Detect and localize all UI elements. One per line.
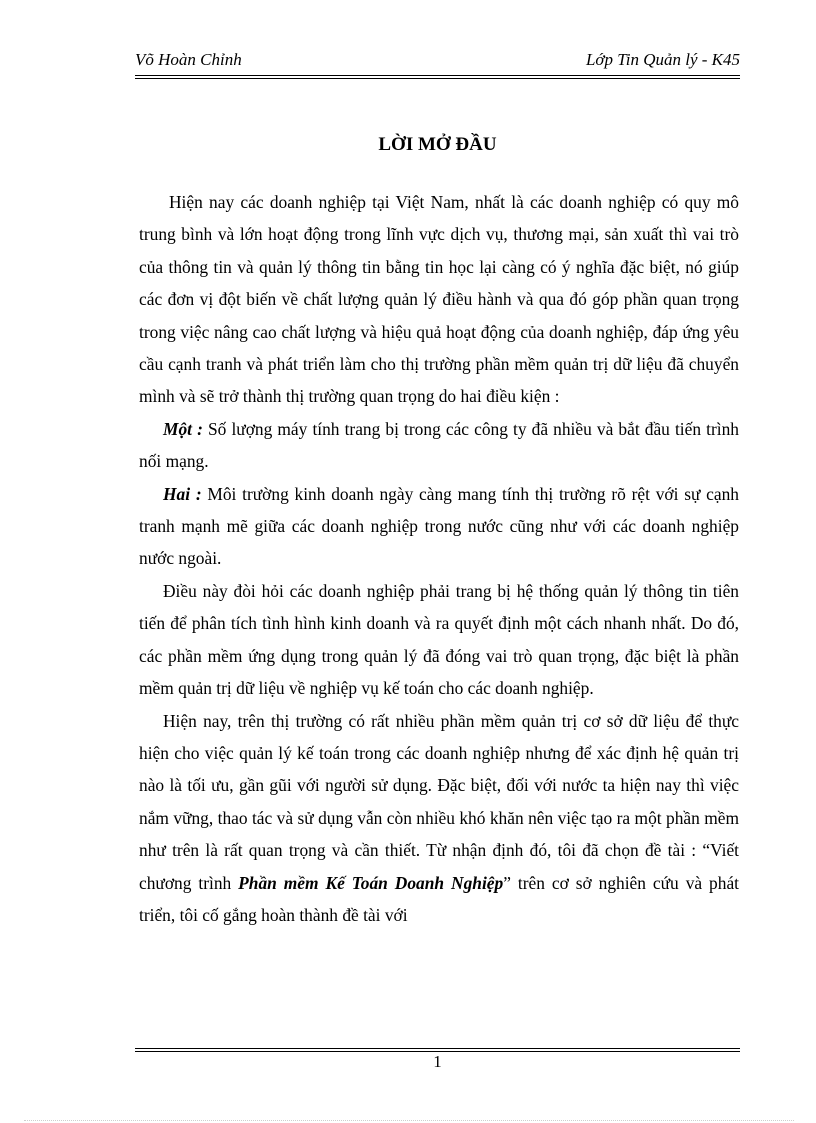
point-two-text: Môi trường kinh doanh ngày càng mang tính thị trường rõ rệt với sự cạnh tranh mạnh mẽ giữa các doanh nghiệp trong nước cũng như với các doanh nghiệp nước ngoài.	[139, 483, 739, 569]
point-two-label: Hai :	[163, 483, 202, 504]
paragraph-point-one	[139, 413, 739, 478]
page-edge-dots	[24, 1120, 794, 1121]
page-title: LỜI MỞ ĐẦU	[378, 134, 497, 155]
body-text	[139, 186, 739, 931]
topic-title: Phần mềm Kế Toán Doanh Nghiệp	[238, 872, 504, 893]
point-one-label: Một :	[163, 418, 203, 439]
paragraph-topic	[139, 705, 739, 932]
header-rule-bottom	[135, 78, 740, 79]
page-header	[135, 50, 740, 72]
topic-text-end: ” trên cơ sở nghiên cứu và phát triển, tôi cố gắng hoàn thành đề tài với	[139, 872, 740, 925]
header-rule-top	[135, 75, 740, 76]
paragraph-point-two	[139, 478, 739, 575]
header-class: Lớp Tin Quản lý - K45	[585, 50, 740, 69]
paragraph-intro: Hiện nay các doanh nghiệp tại Việt Nam, nhất là các doanh nghiệp có quy mô trung bình và lớn hoạt động trong lĩnh vực dịch vụ, thương mại, sản xuất thì vai trò của thông tin và quản lý thông tin bằng tin học lại càng có ý nghĩa đặc biệt, nó giúp các đơn vị đột biến về chất lượng quản lý điều hành và qua đó góp phần quan trọng trong việc nâng cao chất lượng và hiệu quả hoạt động của doanh nghiệp, đáp ứng yêu cầu cạnh tranh và phát triển làm cho thị trường phần mềm quản trị dữ liệu đã chuyển mình và sẽ trở thành thị trường quan trọng do hai điều kiện :	[139, 192, 739, 407]
topic-text-start: Hiện nay, trên thị trường có rất nhiều phần mềm quản trị cơ sở dữ liệu để thực hiện cho việc quản lý kế toán trong các doanh nghiệp nhưng để xác định hệ quản trị nào là tối ưu, gần gũi với người sử dụng. Đặc biệt, đối với nước ta hiện nay thì việc nắm vững, thao tác và sử dụng vẫn còn nhiều khó khăn nên việc tạo ra một phần mềm như trên là rất quan trọng và cần thiết. Từ nhận định đó, tôi đã chọn đề tài : “Viết chương trình	[139, 710, 739, 893]
footer-rule-top	[135, 1048, 740, 1049]
paragraph-requirements: Điều này đòi hỏi các doanh nghiệp phải trang bị hệ thống quản lý thông tin tiên tiến để phân tích tình hình kinh doanh và ra quyết định một cách nhanh nhất. Do đó, các phần mềm ứng dụng trong quản lý đã đóng vai trò quan trọng, đặc biệt là phần mềm quản trị dữ liệu về nghiệp vụ kế toán cho các doanh nghiệp.	[139, 580, 739, 699]
point-one-text: Số lượng máy tính trang bị trong các công ty đã nhiều và bắt đầu tiến trình nối mạng.	[139, 418, 739, 472]
page-number: 1	[433, 1052, 442, 1071]
header-author: Võ Hoàn Chỉnh	[135, 50, 242, 69]
